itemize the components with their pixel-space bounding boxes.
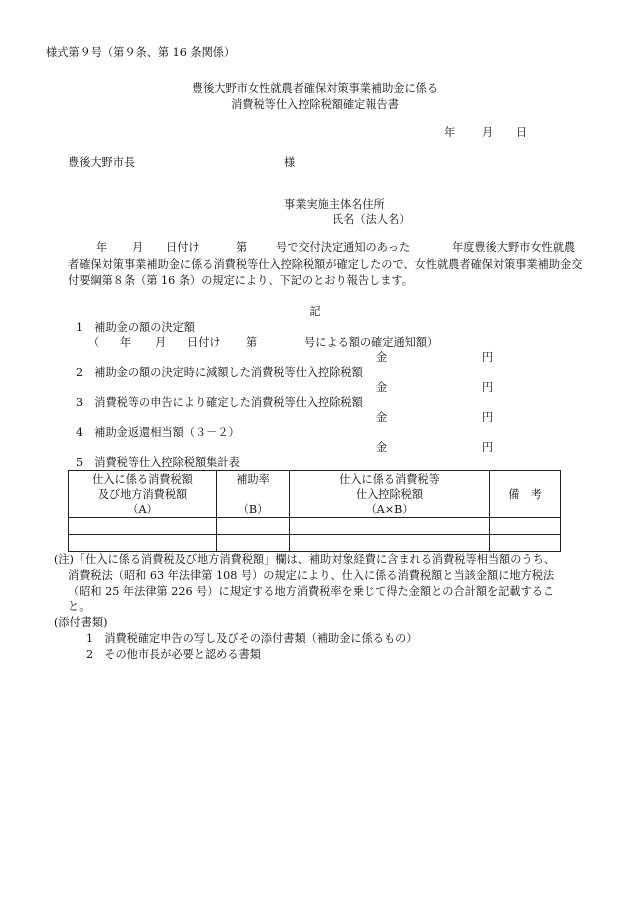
item-1-kin: 金 bbox=[376, 351, 388, 364]
item-4-label: 4 補助金返還相当額（３－２） bbox=[76, 426, 240, 439]
item-1-year: 年 bbox=[120, 336, 132, 349]
item-4-en: 円 bbox=[482, 441, 494, 454]
document-title-line2: 消費税等仕入控除税額確定報告書 bbox=[231, 98, 399, 111]
item-1-en: 円 bbox=[482, 351, 494, 364]
item-2-kin: 金 bbox=[376, 381, 388, 394]
table-cell[interactable] bbox=[217, 535, 290, 552]
body-line3: 付要綱第８条（第 16 条）の規定により、下記のとおり報告します。 bbox=[68, 274, 413, 287]
item-3-kin: 金 bbox=[376, 411, 388, 424]
date-day: 日 bbox=[516, 126, 528, 139]
note-line4: と。 bbox=[68, 600, 91, 613]
table-cell[interactable] bbox=[69, 518, 217, 535]
body-fiscal-year-text: 年度豊後大野市女性就農 bbox=[452, 241, 576, 254]
item-3-label: 3 消費税等の申告により確定した消費税等仕入控除税額 bbox=[76, 396, 363, 409]
form-number: 様式第９号（第９条、第 16 条関係） bbox=[46, 46, 236, 59]
table-header-deduction-amount: 仕入に係る消費税等 仕入控除税額 （A×B） bbox=[290, 471, 490, 518]
table-cell[interactable] bbox=[290, 535, 490, 552]
item-4-kin: 金 bbox=[376, 441, 388, 454]
body-date-suffix: 日付け bbox=[166, 241, 200, 254]
date-year: 年 bbox=[444, 126, 456, 139]
applicant-name-label: 氏名（法人名） bbox=[332, 213, 411, 226]
table-header-remarks: 備 考 bbox=[490, 471, 561, 518]
item-1-paren-open: （ bbox=[88, 336, 100, 349]
table-cell[interactable] bbox=[217, 518, 290, 535]
document-title-line1: 豊後大野市女性就農者確保対策事業補助金に係る bbox=[191, 82, 439, 95]
item-1-date-suffix: 日付け bbox=[187, 336, 221, 349]
item-2-en: 円 bbox=[482, 381, 494, 394]
tax-deduction-summary-table bbox=[68, 470, 561, 552]
item-5-label: 5 消費税等仕入控除税額集計表 bbox=[76, 456, 240, 469]
table-cell[interactable] bbox=[490, 518, 561, 535]
addressee-honorific: 様 bbox=[284, 156, 296, 169]
note-line1: (注)「仕入に係る消費税及び地方消費税額」欄は、補助対象経費に含まれる消費税等相当額のうち、 bbox=[54, 553, 555, 566]
table-cell[interactable] bbox=[69, 535, 217, 552]
date-month: 月 bbox=[482, 126, 494, 139]
table-cell[interactable] bbox=[490, 535, 561, 552]
table-header-row bbox=[69, 471, 561, 518]
body-year: 年 bbox=[96, 241, 108, 254]
item-2-label: 2 補助金の額の決定時に減額した消費税等仕入控除税額 bbox=[76, 366, 363, 379]
addressee-name: 豊後大野市長 bbox=[68, 156, 136, 169]
ki-heading: 記 bbox=[309, 305, 321, 318]
body-dai: 第 bbox=[236, 241, 248, 254]
attachment-item: 2 その他市長が必要と認める書類 bbox=[86, 648, 261, 661]
note-line2: 消費税法（昭和 63 年法律第 108 号）の規定により、仕入に係る消費税額と当該金額に地方税法 bbox=[68, 569, 555, 582]
item-1-notice: 号による額の確定通知額） bbox=[304, 336, 439, 349]
body-notice-text: 号で交付決定通知のあった bbox=[276, 241, 411, 254]
table-row bbox=[69, 535, 561, 552]
table-header-tax-amount: 仕入に係る消費税額 及び地方消費税額 （A） bbox=[69, 471, 217, 518]
item-1-label: 1 補助金の額の決定額 bbox=[76, 321, 195, 334]
attachments-title: (添付書類) bbox=[54, 616, 108, 629]
body-line2: 者確保対策事業補助金に係る消費税等仕入控除税額が確定したので、女性就農者確保対策事業補助金交 bbox=[68, 258, 583, 271]
item-1-month: 月 bbox=[155, 336, 167, 349]
table-row bbox=[69, 518, 561, 535]
item-1-dai: 第 bbox=[246, 336, 258, 349]
item-3-en: 円 bbox=[482, 411, 494, 424]
table-header-subsidy-rate: 補助率 （B） bbox=[217, 471, 290, 518]
note-line3: （昭和 25 年法律第 226 号）に規定する地方消費税率を乗じて得た金額との合計額を記載するこ bbox=[68, 585, 555, 598]
body-month: 月 bbox=[132, 241, 144, 254]
applicant-address-label: 事業実施主体名住所 bbox=[284, 198, 385, 211]
table-cell[interactable] bbox=[290, 518, 490, 535]
attachment-item: 1 消費税確定申告の写し及びその添付書類（補助金に係るもの） bbox=[86, 632, 418, 645]
